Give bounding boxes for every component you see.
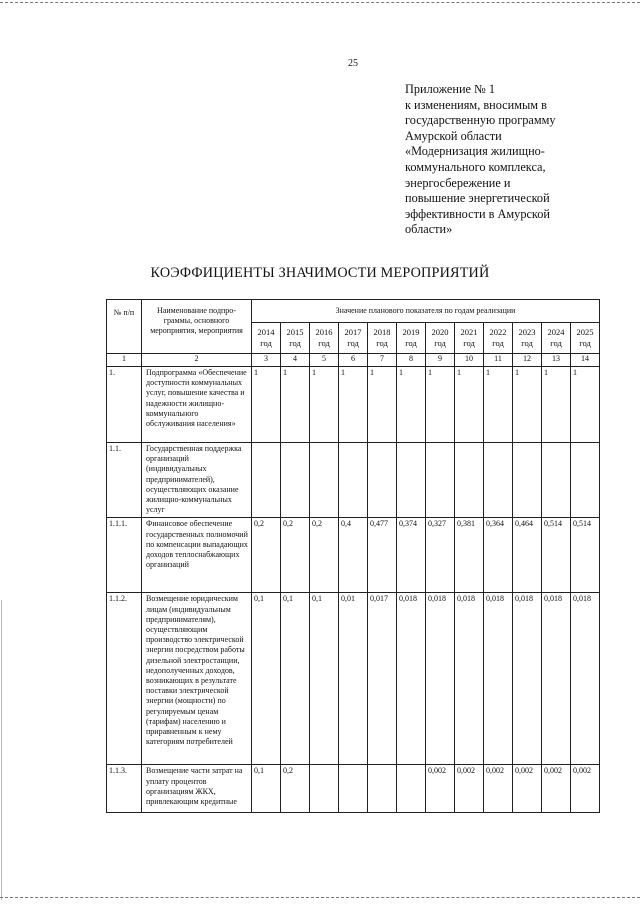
year-unit: год bbox=[463, 338, 475, 348]
value-cell bbox=[426, 443, 455, 518]
value-cell bbox=[368, 765, 397, 813]
year-unit: год bbox=[521, 338, 533, 348]
value-cell: 1 bbox=[426, 367, 455, 443]
year-header bbox=[252, 323, 281, 354]
index-cell: 14 bbox=[571, 354, 600, 367]
index-cell: 6 bbox=[339, 354, 368, 367]
table-row bbox=[107, 593, 600, 765]
value-cell: 1 bbox=[339, 367, 368, 443]
value-cell: 1 bbox=[397, 367, 426, 443]
year-header bbox=[455, 323, 484, 354]
value-cell: 0,4 bbox=[339, 518, 368, 593]
appendix-line: области» bbox=[405, 222, 453, 237]
value-cell: 0,01 bbox=[339, 593, 368, 765]
coefficients-table bbox=[106, 299, 600, 813]
value-cell bbox=[252, 443, 281, 518]
value-cell: 1 bbox=[542, 367, 571, 443]
page-edge-top bbox=[0, 2, 640, 3]
value-cell: 0,002 bbox=[484, 765, 513, 813]
table-row bbox=[107, 518, 600, 593]
value-cell: 1 bbox=[368, 367, 397, 443]
value-cell: 1 bbox=[455, 367, 484, 443]
value-cell: 1 bbox=[310, 367, 339, 443]
year-value: 2020 bbox=[431, 327, 449, 337]
table-row bbox=[107, 367, 600, 443]
index-cell: 5 bbox=[310, 354, 339, 367]
value-cell: 0,002 bbox=[426, 765, 455, 813]
value-cell: 0,327 bbox=[426, 518, 455, 593]
table-row bbox=[107, 443, 600, 518]
value-cell: 0,2 bbox=[310, 518, 339, 593]
value-cell: 0,017 bbox=[368, 593, 397, 765]
value-cell: 0,018 bbox=[397, 593, 426, 765]
document-title: КОЭФФИЦИЕНТЫ ЗНАЧИМОСТИ МЕРОПРИЯТИЙ bbox=[150, 265, 490, 281]
appendix-line: государственную программу bbox=[405, 113, 556, 128]
value-cell: 1 bbox=[252, 367, 281, 443]
index-cell: 8 bbox=[397, 354, 426, 367]
year-header bbox=[397, 323, 426, 354]
year-value: 2019 bbox=[402, 327, 420, 337]
year-header bbox=[310, 323, 339, 354]
value-cell: 0,1 bbox=[281, 593, 310, 765]
row-name: Возмещение юридическим лицам (индивидуальным предпринимателям), осуществляющим производство электрической энергии посредством работы дизельной электростанции, недополученных доходов, возникающих в результате поставки электрической энергии (мощности) по регулируемым ценам (тарифам) населению и приравненным к нему категориям потребителей bbox=[142, 593, 252, 765]
value-cell bbox=[484, 443, 513, 518]
year-value: 2015 bbox=[286, 327, 304, 337]
index-row bbox=[107, 354, 600, 367]
value-cell: 0,002 bbox=[455, 765, 484, 813]
year-unit: год bbox=[289, 338, 301, 348]
value-cell: 0,2 bbox=[281, 518, 310, 593]
value-cell: 0,2 bbox=[281, 765, 310, 813]
year-header bbox=[484, 323, 513, 354]
value-cell bbox=[281, 443, 310, 518]
row-number: 1.1.2. bbox=[107, 593, 142, 765]
year-value: 2025 bbox=[576, 327, 594, 337]
year-value: 2021 bbox=[460, 327, 478, 337]
index-cell: 1 bbox=[107, 354, 142, 367]
table-body bbox=[107, 367, 600, 813]
appendix-line: Приложение № 1 bbox=[405, 82, 496, 96]
row-number: 1.1. bbox=[107, 443, 142, 518]
year-header bbox=[426, 323, 455, 354]
table-row bbox=[107, 765, 600, 813]
row-number: 1.1.1. bbox=[107, 518, 142, 593]
value-cell bbox=[513, 443, 542, 518]
page-edge-bottom bbox=[0, 897, 640, 898]
value-cell: 0,018 bbox=[513, 593, 542, 765]
appendix-line: эффективности в Амурской bbox=[405, 206, 550, 221]
value-cell: 0,018 bbox=[571, 593, 600, 765]
index-cell: 2 bbox=[142, 354, 252, 367]
index-cell: 4 bbox=[281, 354, 310, 367]
value-cell: 0,464 bbox=[513, 518, 542, 593]
value-cell: 0,2 bbox=[252, 518, 281, 593]
appendix-line: повышение энергетической bbox=[405, 191, 550, 206]
year-unit: год bbox=[434, 338, 446, 348]
value-cell bbox=[339, 765, 368, 813]
appendix-line: «Модернизация жилищно- bbox=[405, 144, 545, 159]
year-unit: год bbox=[492, 338, 504, 348]
year-header bbox=[281, 323, 310, 354]
year-value: 2014 bbox=[257, 327, 275, 337]
row-number: 1. bbox=[107, 367, 142, 443]
year-header bbox=[339, 323, 368, 354]
value-cell bbox=[310, 765, 339, 813]
value-cell: 0,002 bbox=[542, 765, 571, 813]
column-header-number: № п/п bbox=[107, 300, 142, 354]
row-name: Подпрограмма «Обеспечение доступности коммунальных услуг, повышение качества и надежности жилищно-коммунального обслуживания населения» bbox=[142, 367, 252, 443]
value-cell: 0,1 bbox=[310, 593, 339, 765]
column-header-group: Значение планового показателя по годам реализации bbox=[252, 300, 600, 323]
row-name: Финансовое обеспечение государственных полномочий по компенсации выпадающих доходов теплоснабжающих организаций bbox=[142, 518, 252, 593]
year-value: 2024 bbox=[547, 327, 565, 337]
appendix-note bbox=[405, 82, 620, 238]
value-cell bbox=[542, 443, 571, 518]
value-cell: 1 bbox=[513, 367, 542, 443]
value-cell: 0,514 bbox=[571, 518, 600, 593]
index-cell: 11 bbox=[484, 354, 513, 367]
year-unit: год bbox=[376, 338, 388, 348]
value-cell: 0,002 bbox=[513, 765, 542, 813]
value-cell: 1 bbox=[484, 367, 513, 443]
index-cell: 10 bbox=[455, 354, 484, 367]
value-cell: 0,364 bbox=[484, 518, 513, 593]
value-cell bbox=[571, 443, 600, 518]
value-cell bbox=[339, 443, 368, 518]
year-header bbox=[368, 323, 397, 354]
year-unit: год bbox=[260, 338, 272, 348]
value-cell bbox=[397, 443, 426, 518]
value-cell: 0,374 bbox=[397, 518, 426, 593]
appendix-line: коммунального комплекса, bbox=[405, 159, 546, 174]
value-cell: 0,018 bbox=[455, 593, 484, 765]
index-cell: 9 bbox=[426, 354, 455, 367]
row-name: Возмещение части затрат на уплату процентов организациям ЖКХ, привлекающим кредитные bbox=[142, 765, 252, 813]
value-cell bbox=[455, 443, 484, 518]
year-unit: год bbox=[347, 338, 359, 348]
index-cell: 13 bbox=[542, 354, 571, 367]
year-unit: год bbox=[405, 338, 417, 348]
value-cell: 0,018 bbox=[484, 593, 513, 765]
year-unit: год bbox=[579, 338, 591, 348]
row-number: 1.1.3. bbox=[107, 765, 142, 813]
column-header-name: Наименование подпро-граммы, основного мероприятия, мероприятия bbox=[142, 300, 252, 354]
year-value: 2022 bbox=[489, 327, 507, 337]
appendix-line: энергосбережение и bbox=[405, 175, 511, 190]
value-cell: 0,002 bbox=[571, 765, 600, 813]
value-cell: 0,1 bbox=[252, 593, 281, 765]
page-number: 25 bbox=[348, 58, 358, 69]
value-cell: 0,477 bbox=[368, 518, 397, 593]
index-cell: 7 bbox=[368, 354, 397, 367]
value-cell: 0,381 bbox=[455, 518, 484, 593]
value-cell bbox=[310, 443, 339, 518]
year-header bbox=[571, 323, 600, 354]
year-value: 2018 bbox=[373, 327, 391, 337]
value-cell bbox=[368, 443, 397, 518]
appendix-line: к изменениям, вносимым в bbox=[405, 97, 547, 112]
index-cell: 3 bbox=[252, 354, 281, 367]
value-cell: 0,514 bbox=[542, 518, 571, 593]
value-cell bbox=[397, 765, 426, 813]
row-name: Государственная поддержка организаций (индивидуальных предпринимателей), осуществляющих оказание жилищно-коммунальных услуг bbox=[142, 443, 252, 518]
year-value: 2017 bbox=[344, 327, 362, 337]
appendix-line: Амурской области bbox=[405, 128, 502, 143]
year-unit: год bbox=[550, 338, 562, 348]
year-value: 2016 bbox=[315, 327, 333, 337]
value-cell: 0,018 bbox=[542, 593, 571, 765]
year-value: 2023 bbox=[518, 327, 536, 337]
year-header bbox=[513, 323, 542, 354]
index-cell: 12 bbox=[513, 354, 542, 367]
year-unit: год bbox=[318, 338, 330, 348]
value-cell: 0,1 bbox=[252, 765, 281, 813]
value-cell: 1 bbox=[281, 367, 310, 443]
value-cell: 0,018 bbox=[426, 593, 455, 765]
year-header bbox=[542, 323, 571, 354]
page-edge-left bbox=[1, 600, 2, 900]
value-cell: 1 bbox=[571, 367, 600, 443]
